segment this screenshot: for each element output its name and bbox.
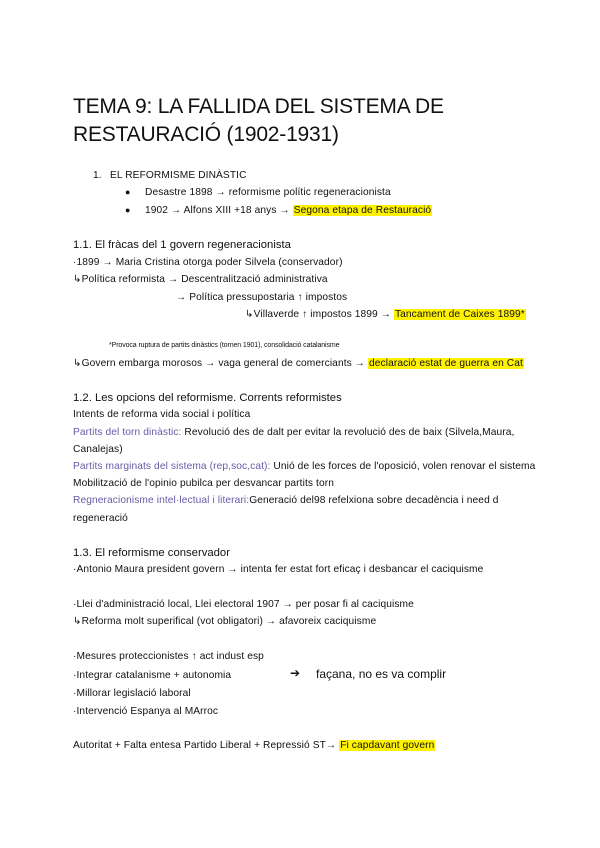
s12-line-4: Mobilització de l'opinio pubilca per desvancar partits torn <box>73 478 334 489</box>
s12-line-2-cont: Canalejas) <box>73 444 123 455</box>
s13-line-1: ·Antonio Maura president govern → intenta fer estat fort eficaç i desbancar el caciquisme <box>73 564 484 575</box>
s11-line-5-plain: ↳Govern embarga morosos → vaga general de comerciants → <box>73 358 368 369</box>
bullet-icon: ● <box>125 187 131 197</box>
s13-line-7: ·Intervenció Espanya al MArroc <box>73 706 219 717</box>
s13-line-2: ·Llei d'administració local, Llei electoral 1907 → per posar fi al caciquisme <box>73 599 414 610</box>
highlight-fi-capdavant: Fi capdavant govern <box>340 740 435 751</box>
s13-line-8 <box>73 740 435 751</box>
s12-line-5 <box>73 495 499 506</box>
s13-line-5-side-note: façana, no es va complir <box>316 667 447 681</box>
s11-line-4-plain: ↳Villaverde ↑ impostos 1899 → <box>245 309 394 320</box>
highlight-segona-etapa: Segona etapa de Restauració <box>293 205 432 216</box>
s12-line-2-text: Revolució des de dalt per evitar la revolució des de baix (Silvela,Maura, <box>181 427 515 438</box>
s11-line-4 <box>245 309 526 320</box>
s12-label-partits-torn: Partits del torn dinàstic: <box>73 427 182 438</box>
s13-line-4: ·Mesures proteccionistes ↑ act indust esp <box>73 651 264 662</box>
s12-line-5-text: Generació del98 refelxiona sobre decadència i need d <box>249 495 499 506</box>
s11-line-2: ↳Política reformista → Descentralització administrativa <box>73 274 328 285</box>
highlight-estat-guerra: declaració estat de guerra en Cat <box>369 358 523 369</box>
s13-line-6: ·Millorar legislació laboral <box>73 688 191 699</box>
s11-line-1: ·1899 → Maria Cristina otorga poder Silvela (conservador) <box>73 257 343 268</box>
s12-line-5-cont: regeneració <box>73 513 128 524</box>
s12-line-3-text: Unió de les forces de l'oposició, volen renovar el sistema <box>270 461 536 472</box>
section-1-number: 1. <box>93 170 102 181</box>
s12-label-partits-marginats: Partits marginats del sistema (rep,soc,cat): <box>73 461 271 472</box>
section-1-heading: EL REFORMISME DINÀSTIC <box>110 170 247 181</box>
bullet-text-2 <box>145 205 432 216</box>
highlight-tancament-caixes: Tancament de Caixes 1899* <box>394 309 525 320</box>
s13-line-8-plain: Autoritat + Falta entesa Partido Liberal + Repressió ST→ <box>73 740 340 751</box>
s12-line-3 <box>73 461 535 472</box>
s11-footnote: *Provoca ruptura de partits dinàstics (tornen 1901), consolidació catalanisme <box>109 342 340 349</box>
subsection-1-1-heading: 1.1. El fràcas del 1 govern regeneracionista <box>73 239 291 251</box>
bullet-text-1: Desastre 1898 → reformisme polític regeneracionista <box>145 187 391 198</box>
s11-line-5 <box>73 358 524 369</box>
s13-line-5: ·Integrar catalanisme + autonomia <box>73 670 232 681</box>
bullet-text-2-plain: 1902 → Alfons XIII +18 anys → <box>145 205 293 216</box>
s12-line-1: Intents de reforma vida social i política <box>73 409 251 420</box>
page-title-line-1: TEMA 9: LA FALLIDA DEL SISTEMA DE <box>73 95 444 118</box>
page-title-line-2: RESTAURACIÓ (1902-1931) <box>73 123 339 146</box>
s11-line-3: → Política pressupostaria ↑ impostos <box>176 292 348 303</box>
s12-line-2 <box>73 427 515 438</box>
subsection-1-2-heading: 1.2. Les opcions del reformisme. Corrents reformistes <box>73 392 342 404</box>
s12-label-regeneracionisme: Regneracionisme intel·lectual i literari: <box>73 495 250 506</box>
subsection-1-3-heading: 1.3. El reformisme conservador <box>73 547 230 559</box>
bullet-icon: ● <box>125 205 131 215</box>
s13-line-3: ↳Reforma molt superifical (vot obligatori) → afavoreix caciquisme <box>73 616 377 627</box>
arrow-right-icon: ➔ <box>290 666 301 680</box>
